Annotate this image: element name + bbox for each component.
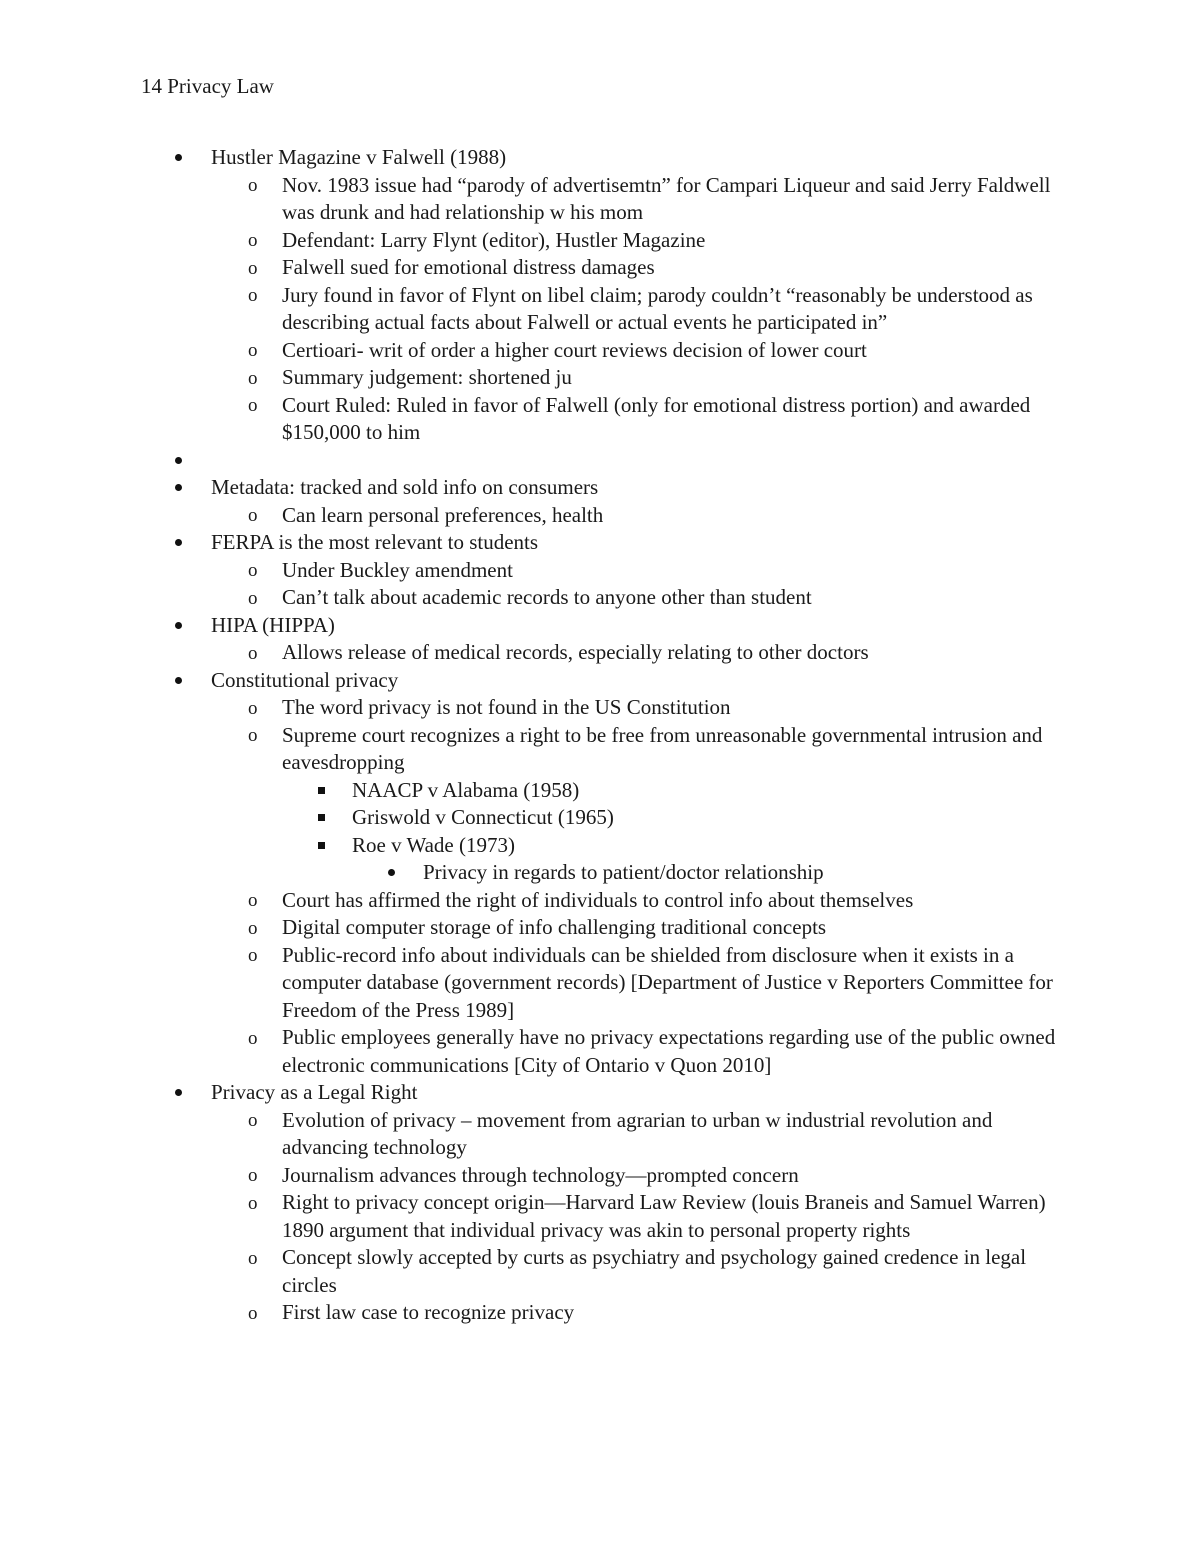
outline-item-text: Digital computer storage of info challenging traditional concepts xyxy=(282,915,827,939)
bullet-icon xyxy=(388,859,395,887)
outline-item-level-2 xyxy=(0,1162,1200,1190)
outline-item-level-2 xyxy=(0,722,1200,777)
bullet-icon xyxy=(175,529,182,557)
hollow-bullet-icon: o xyxy=(248,587,258,609)
bullet-icon xyxy=(175,612,182,640)
outline-item-text: Concept slowly accepted by curts as psychiatry and psychology gained credence in legal circles xyxy=(282,1245,1027,1297)
outline-item-level-1 xyxy=(0,612,1200,640)
outline-item-level-2 xyxy=(0,172,1200,227)
outline-item-level-3 xyxy=(0,777,1200,805)
bullet-icon xyxy=(175,474,182,502)
outline-item-level-3 xyxy=(0,804,1200,832)
hollow-bullet-icon: o xyxy=(248,945,258,967)
outline-item-text: Roe v Wade (1973) xyxy=(352,832,515,857)
outline-item-text: Hustler Magazine v Falwell (1988) xyxy=(211,145,507,169)
hollow-bullet-icon: o xyxy=(248,1302,258,1324)
hollow-bullet-icon: o xyxy=(248,1027,258,1049)
outline-item-text: Privacy as a Legal Right xyxy=(211,1080,418,1104)
hollow-bullet-icon: o xyxy=(248,560,258,582)
outline-item-level-2 xyxy=(0,1024,1200,1079)
hollow-bullet-icon: o xyxy=(248,175,258,197)
outline-item-text: Privacy in regards to patient/doctor relationship xyxy=(423,860,824,884)
outline-item-level-2 xyxy=(0,887,1200,915)
outline-item-level-1 xyxy=(0,447,1200,475)
outline-item-text: Public employees generally have no privacy expectations regarding use of the public owned electronic communications [City of Ontario v Quon 2010] xyxy=(282,1025,1056,1077)
hollow-bullet-icon: o xyxy=(248,395,258,417)
outline-item-text: Can learn personal preferences, health xyxy=(282,502,604,527)
outline-item-text: Certioari- writ of order a higher court reviews decision of lower court xyxy=(282,337,867,362)
hollow-bullet-icon: o xyxy=(248,1247,258,1269)
outline-item-level-2 xyxy=(0,694,1200,722)
outline-item-level-2 xyxy=(0,557,1200,585)
outline-item-level-2 xyxy=(0,392,1200,447)
outline-item-level-1 xyxy=(0,1079,1200,1107)
outline-item-text: Right to privacy concept origin—Harvard Law Review (louis Braneis and Samuel Warren) 1890 argument that individual privacy was akin to personal property rights xyxy=(282,1190,1046,1242)
outline-item-level-2 xyxy=(0,337,1200,365)
bullet-icon xyxy=(175,667,182,695)
outline-item-level-2 xyxy=(0,914,1200,942)
outline-item-text: Can’t talk about academic records to anyone other than student xyxy=(282,585,812,609)
outline-item-text: Under Buckley amendment xyxy=(282,557,513,582)
hollow-bullet-icon: o xyxy=(248,1192,258,1214)
bullet-icon xyxy=(175,447,182,475)
outline-item-level-2 xyxy=(0,227,1200,255)
hollow-bullet-icon: o xyxy=(248,1165,258,1187)
page-title: 14 Privacy Law xyxy=(141,74,274,98)
hollow-bullet-icon: o xyxy=(248,257,258,279)
bullet-icon xyxy=(175,1079,182,1107)
outline-item-level-2 xyxy=(0,1299,1200,1327)
outline-item-level-2 xyxy=(0,1107,1200,1162)
square-bullet-icon xyxy=(318,804,325,832)
hollow-bullet-icon: o xyxy=(248,697,258,719)
outline-item-level-1 xyxy=(0,474,1200,502)
outline-item-text: The word privacy is not found in the US Constitution xyxy=(282,695,731,719)
outline-item-text: Journalism advances through technology—prompted concern xyxy=(282,1162,799,1187)
outline-item-text: Falwell sued for emotional distress damages xyxy=(282,255,655,279)
outline-item-text: Constitutional privacy xyxy=(211,667,399,692)
outline-item-text: HIPA (HIPPA) xyxy=(211,612,335,637)
outline-item-level-2 xyxy=(0,502,1200,530)
hollow-bullet-icon: o xyxy=(248,367,258,389)
bullet-icon xyxy=(175,144,182,172)
outline-item-text: First law case to recognize privacy xyxy=(282,1300,575,1324)
outline-item-level-2 xyxy=(0,1189,1200,1244)
outline-item-level-2 xyxy=(0,254,1200,282)
outline-item-level-2 xyxy=(0,639,1200,667)
outline-item-level-2 xyxy=(0,584,1200,612)
outline-item-text: Supreme court recognizes a right to be free from unreasonable governmental intrusion and eavesdropping xyxy=(282,722,1043,774)
outline-item-level-2 xyxy=(0,1244,1200,1299)
outline-item-text: Defendant: Larry Flynt (editor), Hustler Magazine xyxy=(282,227,706,252)
outline-item-text: Metadata: tracked and sold info on consumers xyxy=(211,475,599,499)
outline-item-text: Court Ruled: Ruled in favor of Falwell (only for emotional distress portion) and awarded $150,000 to him xyxy=(282,392,1031,444)
outline-item-text: Evolution of privacy – movement from agrarian to urban w industrial revolution and advancing technology xyxy=(282,1107,993,1159)
outline-item-text xyxy=(211,447,991,475)
outline-item-level-4 xyxy=(0,859,1200,887)
outline-item-level-2 xyxy=(0,364,1200,392)
hollow-bullet-icon: o xyxy=(248,1110,258,1132)
hollow-bullet-icon: o xyxy=(248,230,258,252)
outline-list xyxy=(0,144,1200,1327)
square-bullet-icon xyxy=(318,832,325,860)
hollow-bullet-icon: o xyxy=(248,505,258,527)
outline-item-level-1 xyxy=(0,529,1200,557)
outline-item-level-1 xyxy=(0,667,1200,695)
hollow-bullet-icon: o xyxy=(248,340,258,362)
outline-item-text: Allows release of medical records, especially relating to other doctors xyxy=(282,640,869,664)
outline-item-level-2 xyxy=(0,282,1200,337)
outline-item-level-3 xyxy=(0,832,1200,860)
square-bullet-icon xyxy=(318,777,325,805)
hollow-bullet-icon: o xyxy=(248,917,258,939)
outline-item-text: Public-record info about individuals can be shielded from disclosure when it exists in a computer database (government records) [Department of Justice v Reporters Committee for Freedom of the Press 1989] xyxy=(282,942,1053,1022)
outline-item-level-1 xyxy=(0,144,1200,172)
outline-item-text: Griswold v Connecticut (1965) xyxy=(352,805,614,829)
hollow-bullet-icon: o xyxy=(248,725,258,747)
outline-item-text: NAACP v Alabama (1958) xyxy=(352,777,580,802)
outline-item-text: Nov. 1983 issue had “parody of advertisemtn” for Campari Liqueur and said Jerry Faldwell was drunk and had relationship w his mom xyxy=(282,172,1051,224)
hollow-bullet-icon: o xyxy=(248,642,258,664)
hollow-bullet-icon: o xyxy=(248,890,258,912)
outline-item-text: Jury found in favor of Flynt on libel claim; parody couldn’t “reasonably be understood as describing actual facts about Falwell or actual events he participated in” xyxy=(282,282,1033,334)
hollow-bullet-icon: o xyxy=(248,285,258,307)
outline-item-text: Summary judgement: shortened ju xyxy=(282,365,572,389)
outline-item-text: FERPA is the most relevant to students xyxy=(211,530,539,554)
outline-item-text: Court has affirmed the right of individuals to control info about themselves xyxy=(282,887,914,912)
outline-item-level-2 xyxy=(0,942,1200,1025)
